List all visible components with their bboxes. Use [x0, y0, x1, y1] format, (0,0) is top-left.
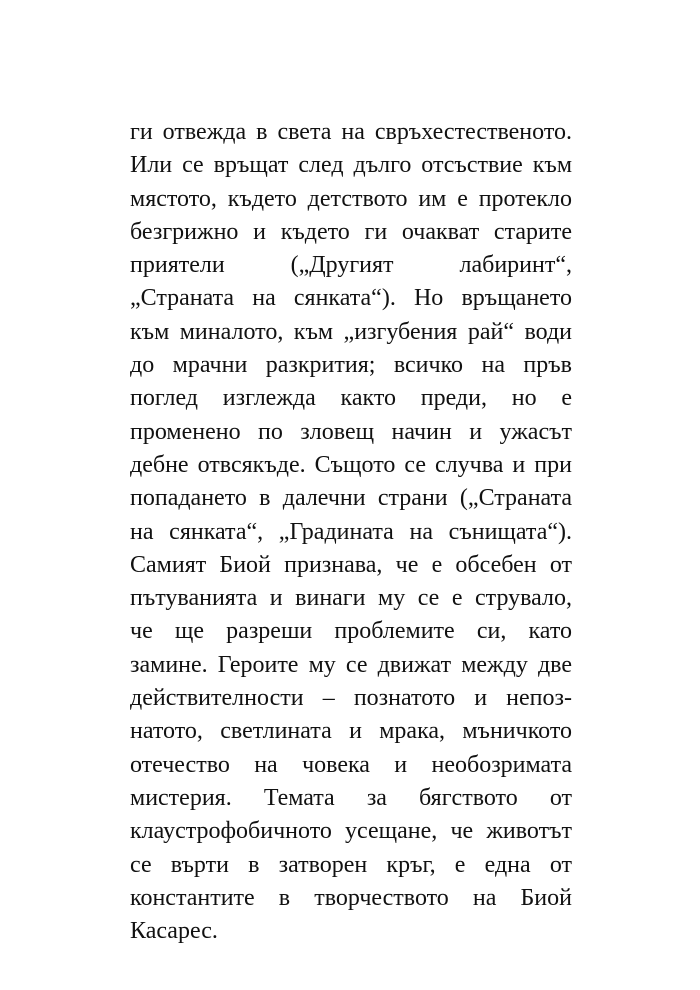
text-line: се върти в затворен кръг, е една от: [130, 851, 572, 878]
text-line: „Страната на сянката“). Но връщането: [130, 285, 572, 312]
text-line: променено по зловещ начин и ужасът: [130, 418, 572, 445]
text-line: отечество на човека и необозримата: [130, 751, 572, 778]
text-line: мистерия. Темата за бягството от: [130, 784, 572, 811]
text-line: Или се връщат след дълго отсъствие към: [130, 152, 572, 179]
text-line: константите в творчеството на Биой: [130, 884, 572, 911]
text-line: Самият Биой признава, че е обсебен от: [130, 551, 572, 578]
text-line: че ще разреши проблемите си, като: [130, 618, 572, 645]
text-line: натото, светлината и мрака, мъничкото: [130, 718, 572, 745]
text-line: мястото, където детството им е протекло: [130, 185, 572, 212]
text-line: клаустрофобичното усещане, че животът: [130, 818, 572, 845]
text-line: поглед изглежда както преди, но е: [130, 385, 572, 412]
text-line: до мрачни разкрития; всичко на пръв: [130, 352, 572, 379]
text-line: замине. Героите му се движат между две: [130, 651, 572, 678]
text-line-last: Касарес.: [130, 918, 218, 945]
text-line: пътуванията и винаги му се е струвало,: [130, 585, 572, 612]
text-line: приятели („Другият лабиринт“,: [130, 252, 572, 279]
text-line: действителности – познатото и непоз-: [130, 685, 572, 712]
text-line: дебне отвсякъде. Същото се случва и при: [130, 451, 572, 478]
text-line: ги отвежда в света на свръхестественото.: [130, 119, 572, 145]
text-line: на сянката“, „Градината на сънищата“).: [130, 518, 572, 545]
text-line: към миналото, към „изгубения рай“ води: [130, 318, 572, 345]
body-text: [130, 116, 572, 948]
text-line: безгрижно и където ги очакват старите: [130, 218, 572, 245]
text-line: попадането в далечни страни („Страната: [130, 485, 572, 512]
